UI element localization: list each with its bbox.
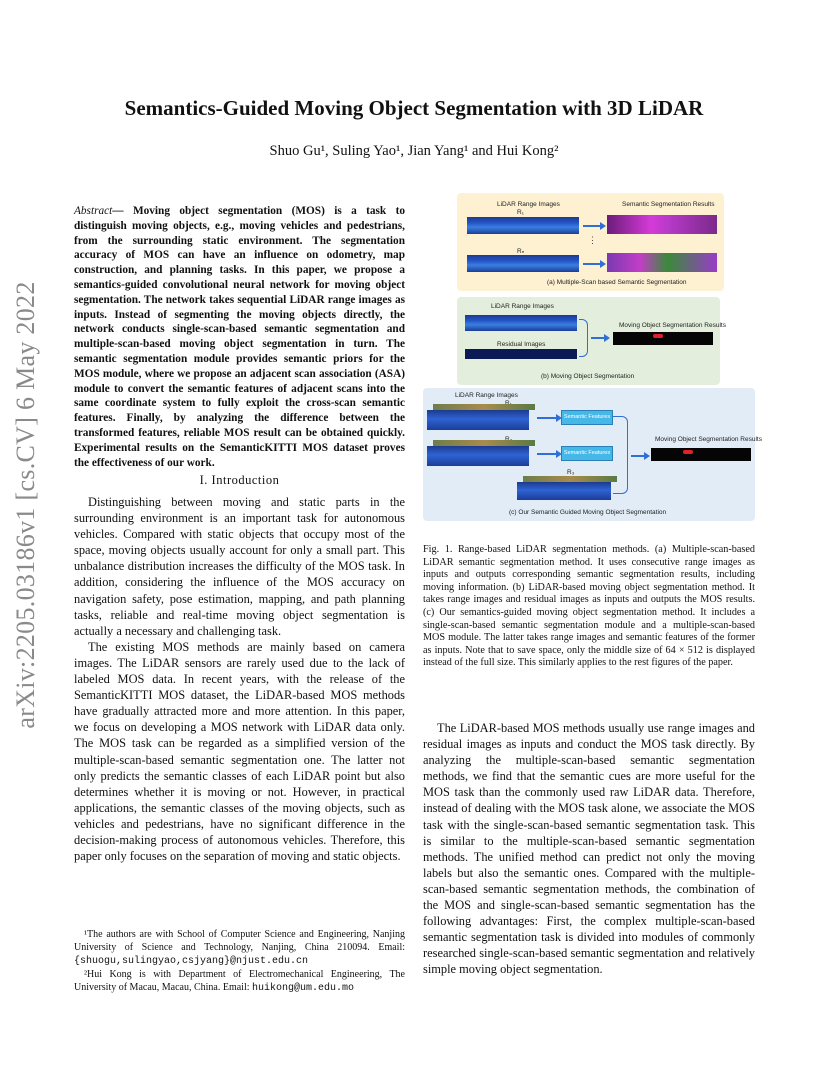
panel-a-output-label: Semantic Segmentation Results — [622, 201, 715, 208]
panel-c-output-label: Moving Object Segmentation Results — [655, 436, 762, 443]
abstract-label: Abstract — [74, 205, 113, 217]
panel-b-brace — [579, 319, 588, 357]
panel-a-ellipsis: ⋮ — [588, 235, 597, 245]
footnote-1-email: {shuogu,sulingyao,csjyang}@njust.edu.cn — [74, 956, 309, 967]
panel-b-residual-image — [465, 349, 577, 359]
panel-b-arrow — [591, 337, 605, 339]
footnotes — [74, 928, 405, 995]
panel-b-residual-label: Residual Images — [497, 341, 546, 348]
panel-c-brace — [613, 416, 628, 494]
panel-c-arrow-3 — [631, 455, 645, 457]
panel-b-output-label: Moving Object Segmentation Results — [619, 322, 726, 329]
right-column-body — [423, 720, 755, 978]
intro-paragraph-1: Distinguishing between moving and static parts in the surrounding environment is an important task for autonomous vehicles. Compared with static objects that occupy most of the space, moving objects usually account for only a small part. This unbalance distribution increases the difficulty of the MOS task. In addition, considering the influence of the MOS accuracy on navigation safety, pose estimation, mapping, and path planning tasks, reliable and real-time moving object segmentation is actually a necessary and challenging task. — [74, 495, 405, 638]
panel-a-segmentation-n — [607, 253, 717, 272]
panel-a-range-image-n — [467, 255, 579, 272]
panel-c-arrow-1 — [537, 417, 557, 419]
panel-a-r1-label: R₁ — [517, 209, 524, 216]
panel-a-rn-label: Rₙ — [517, 248, 525, 255]
panel-a-arrow-2 — [583, 263, 601, 265]
arxiv-stamp — [2, 245, 50, 765]
panel-c-semantic-features-2: Semantic Features — [561, 446, 613, 461]
section-heading: I. Introduction — [199, 473, 280, 487]
panel-c-range-volume-1 — [427, 404, 535, 430]
panel-c-range-volume-3 — [517, 476, 617, 500]
panel-b-mos-result — [613, 332, 713, 345]
panel-c-range-volume-2 — [427, 440, 535, 466]
intro-paragraph-2: The existing MOS methods are mainly based on camera images. The LiDAR sensors are rarely used due to the lack of labeled MOS data. In recent years, with the release of the SemanticKITTI MOS dataset, the LiDAR-based MOS methods have gradually attracted more and more attention. In this paper, we focus on developing a MOS network with LiDAR data only. The MOS task can be regarded as a simplified version of the multiple-scan-based semantic segmentation one. The latter not only predicts the semantic classes of each LiDAR point but also determines whether it is moving or not. However, in practical applications, the semantic classes of the moving objects, such as vehicles and pedestrians, have no significant difference in the decision-making process of autonomous vehicles. Therefore, this paper only focuses on the separation of moving and static objects. — [74, 639, 405, 864]
figure-panel-c — [423, 388, 762, 521]
abstract-text: — Moving object segmentation (MOS) is a task to distinguish moving objects, e.g., moving vehicles and pedestrians, from the surrounding static environment. The segmentation accuracy of MOS can have an influence on odometry, map construction, and planning tasks. In this paper, we propose a semantics-guided convolutional neural network for moving object segmentation. The network takes sequential LiDAR range images as inputs. Instead of segmenting the moving objects directly, the network conducts single-scan-based semantic segmentation and multiple-scan-based moving object segmentation in turn. The semantic segmentation module provides semantic priors for the MOS module, where we propose an adjacent scan association (ASA) module to convert the semantic features of adjacent scans into the same coordinate system to fully exploit the cross-scan semantic features. Finally, by analyzing the difference between the transformed features, reliable MOS result can be obtained quickly. Experimental results on the SemanticKITTI MOS dataset proves the effectiveness of our work. — [74, 205, 405, 469]
introduction-body — [74, 494, 405, 864]
author-list: Shuo Gu¹, Suling Yao¹, Jian Yang¹ and Hui Kong² — [269, 143, 559, 159]
right-paragraph-1: The LiDAR-based MOS methods usually use range images and residual images as inputs and conduct the MOS task directly. By analyzing the multiple-scan-based semantic segmentation methods, we find that the semantic cues are more useful for the MOS task than the commonly used raw LiDAR data. Therefore, instead of dealing with the MOS task alone, we associate the MOS task with the single-scan-based semantic segmentation task. This is similar to the multiple-scan-based semantic segmentation methods. The unified method can predict not only the moving labels but also the semantic ones. Compared with the multiple-scan-based semantic segmentation methods, the combination of the MOS and single-scan-based semantic segmentation has the following advantages: First, the complex multiple-scan-based semantic segmentation task is divided into modules of commonly researched single-scan-based semantic segmentation and relatively simple moving object segmentation. — [423, 721, 755, 977]
panel-c-caption: (c) Our Semantic Guided Moving Object Segmentation — [509, 509, 667, 516]
paper-title: Semantics-Guided Moving Object Segmentation with 3D LiDAR — [124, 96, 704, 120]
panel-b-caption: (b) Moving Object Segmentation — [541, 373, 635, 380]
footnote-1: ¹The authors are with School of Computer Science and Engineering, Nanjing University of Science and Technology, Nanjing, China 210094. Email:{shuogu,sulingyao,csjyang}@njust.edu.cn — [74, 929, 405, 967]
arxiv-identifier: arXiv:2205.03186v1 [cs.CV] 6 May 2022 — [11, 281, 40, 729]
panel-c-arrow-2 — [537, 453, 557, 455]
figure-panel-b — [457, 297, 726, 385]
panel-a-caption: (a) Multiple-Scan based Semantic Segmentation — [547, 279, 687, 286]
panel-c-r3-label: R₃ — [567, 469, 575, 476]
panel-a-arrow-1 — [583, 225, 601, 227]
panel-a-range-image-1 — [467, 217, 579, 234]
panel-b-range-image — [465, 315, 577, 331]
panel-a-input-label: LiDAR Range Images — [497, 201, 560, 208]
panel-a-segmentation-1 — [607, 215, 717, 234]
figure-caption: Fig. 1. Range-based LiDAR segmentation methods. (a) Multiple-scan-based LiDAR semantic segmentation method. It uses consecutive range images as inputs and outputs corresponding semantic segmentation results, including moving information. (b) LiDAR-based moving object segmentation method. It takes range images and residual images as inputs and outputs the MOS results. (c) Our semantics-guided moving object segmentation method. It includes a single-scan-based semantic segmentation module and a multiple-scan-based MOS module. The latter takes range images and semantic features of the former as inputs. Note that to save space, only the middle size of 64 × 512 is displayed instead of the full size. This similarly applies to the rest figures of the paper. — [423, 544, 755, 669]
panel-c-mos-result — [651, 448, 751, 461]
panel-b-input-label: LiDAR Range Images — [491, 303, 554, 310]
footnote-2: ²Hui Kong is with Department of Electromechanical Engineering, The University of Macau, Macau, China. Email: huikong@um.edu.mo — [74, 969, 405, 994]
panel-c-semantic-features-1: Semantic Features — [561, 410, 613, 425]
figure-panel-a — [457, 193, 724, 291]
footnote-2-email: huikong@um.edu.mo — [252, 983, 355, 994]
abstract — [74, 204, 405, 470]
panel-c-input-label: LiDAR Range Images — [455, 392, 518, 399]
